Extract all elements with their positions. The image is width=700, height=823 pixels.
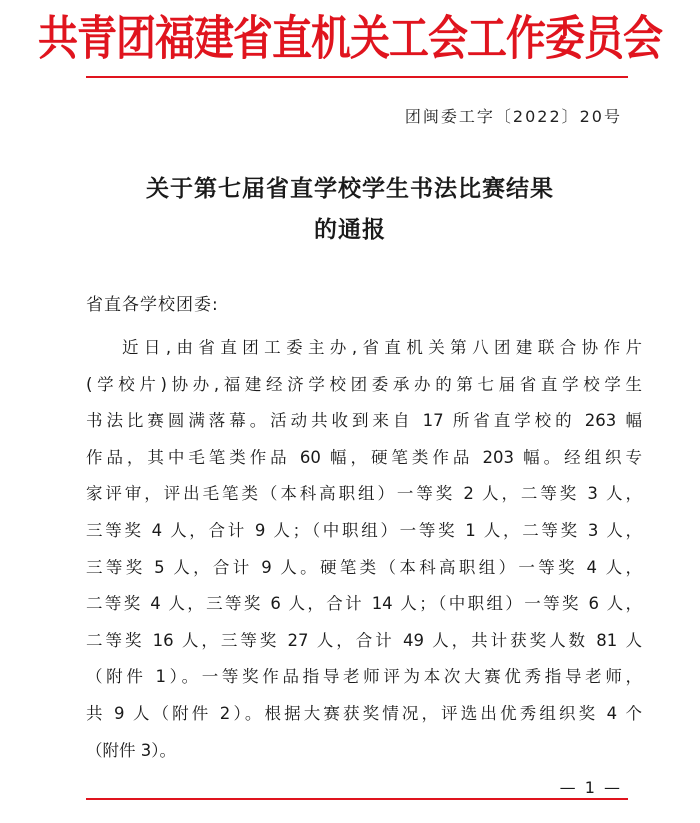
body-line: 作品，其中毛笔类作品 60 幅，硬笔类作品 203 幅。经组织专	[86, 447, 642, 467]
body-line: (学校片)协办,福建经济学校团委承办的第七届省直学校学生	[86, 374, 642, 394]
body-line: 共 9 人（附件 2）。根据大赛获奖情况，评选出优秀组织奖 4 个	[86, 703, 642, 723]
masthead-divider	[86, 76, 628, 78]
body-line: 二等奖 4 人，三等奖 6 人，合计 14 人；（中职组）一等奖 6 人，	[86, 594, 642, 614]
document-title-line-1: 关于第七届省直学校学生书法比赛结果	[146, 175, 554, 202]
body-text	[86, 330, 642, 769]
body-line: 家评审，评出毛笔类（本科高职组）一等奖 2 人，二等奖 3 人，	[86, 484, 642, 504]
body-line: 近日,由省直团工委主办,省直机关第八团建联合协作片	[122, 338, 642, 357]
page-number: — 1 —	[559, 778, 622, 797]
salutation: 省直各学校团委:	[86, 295, 219, 315]
footer-divider	[86, 798, 628, 800]
masthead-organization: 共青团福建省直机关工会工作委员会	[38, 10, 662, 67]
body-line: 二等奖 16 人，三等奖 27 人，合计 49 人，共计获奖人数 81 人	[86, 630, 642, 650]
body-line: （附件 1）。一等奖作品指导老师评为本次大赛优秀指导老师，	[86, 667, 642, 687]
body-line: 三等奖 5 人，合计 9 人。硬笔类（本科高职组）一等奖 4 人，	[86, 557, 642, 577]
document-number: 团闽委工字〔2022〕20号	[404, 107, 622, 126]
body-line: 三等奖 4 人，合计 9 人；（中职组）一等奖 1 人，二等奖 3 人，	[86, 520, 642, 540]
body-line: 书法比赛圆满落幕。活动共收到来自 17 所省直学校的 263 幅	[86, 411, 642, 431]
body-line: （附件 3）。	[86, 740, 176, 760]
document-title-line-2: 的通报	[314, 216, 386, 243]
